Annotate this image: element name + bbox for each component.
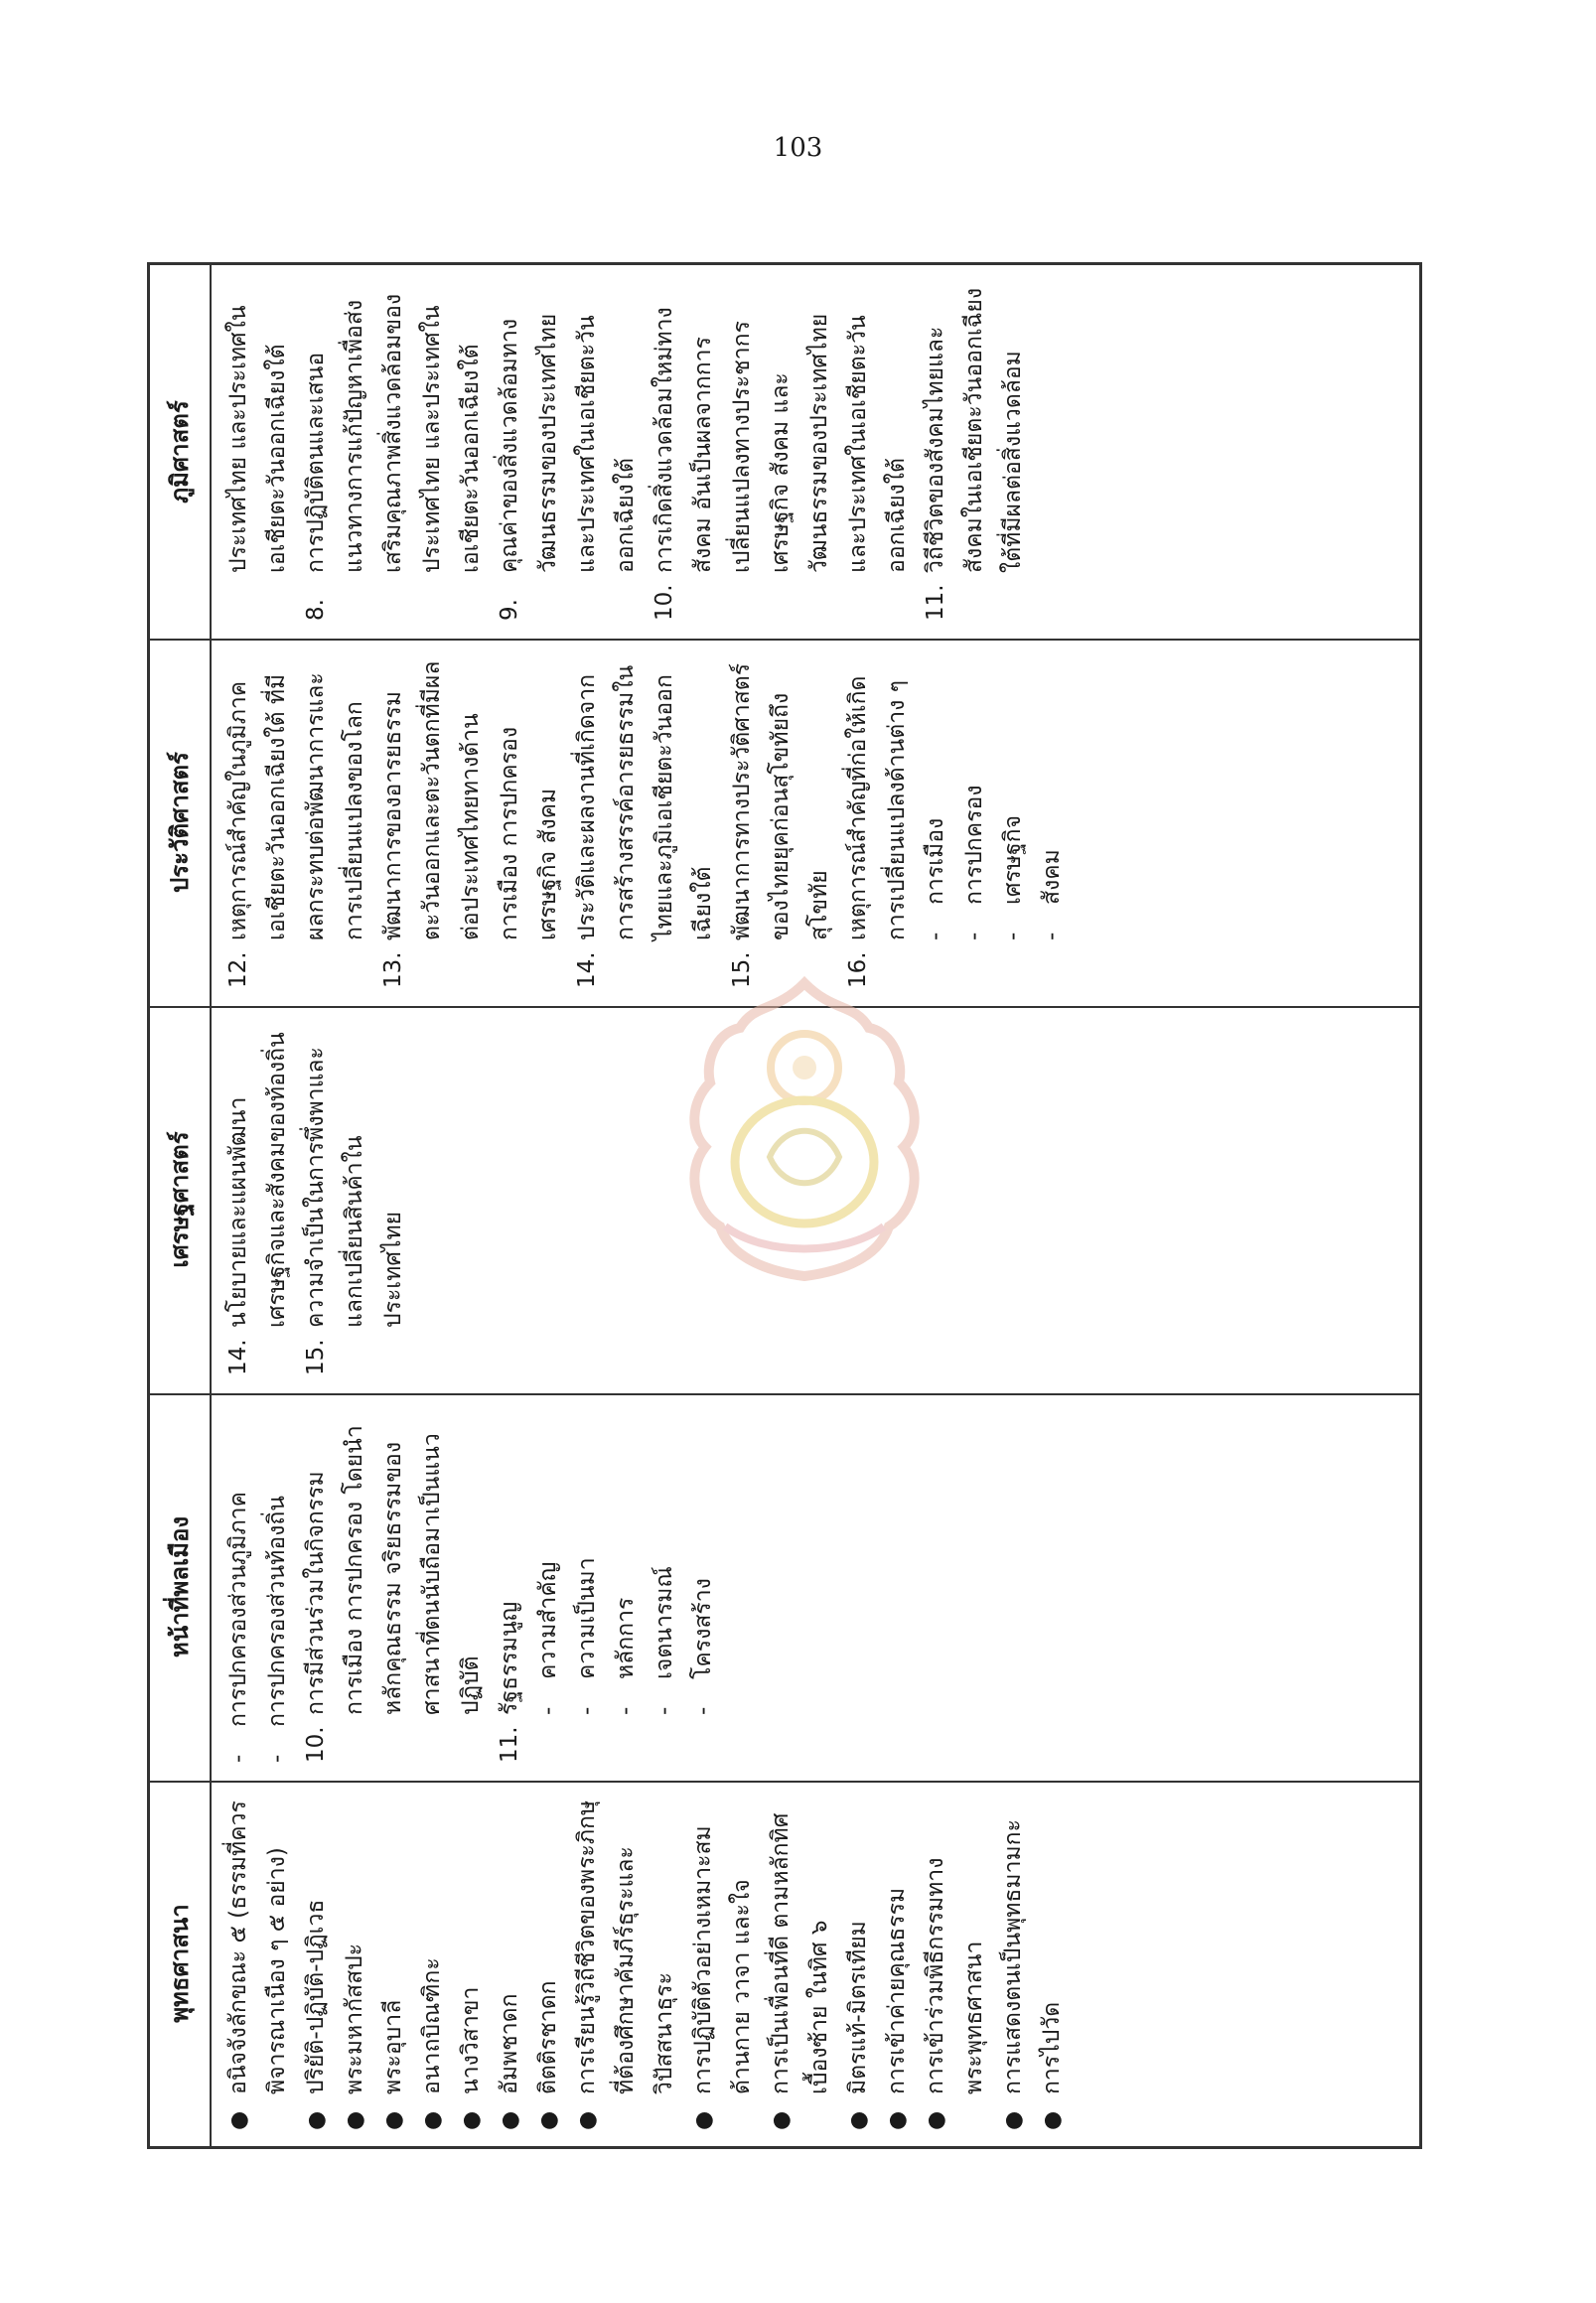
list-item: - การปกครอง — [961, 785, 987, 940]
list-item: - การปกครองส่วนภูมิภาค — [225, 1492, 251, 1763]
list-item: 11. รัฐธรรมนูญ — [497, 1601, 522, 1763]
civics-list — [219, 1409, 723, 1763]
header-economics: เศรษฐศาสตร์ — [166, 1131, 194, 1268]
list-item: ● อนาถบิณฑิกะ — [419, 1957, 445, 2130]
list-item: ● นางวิสาขา — [458, 1986, 484, 2130]
list-item: - ความเป็นมา — [574, 1557, 600, 1715]
header-civics: หน้าที่พลเมือง — [166, 1515, 194, 1658]
list-item: - เจตนารมณ์ — [652, 1566, 677, 1715]
list-item: 15. ความจำเป็นในการพึ่งพาและแลกเปลี่ยนสินค้าในประเทศไทย — [303, 1047, 406, 1375]
emblem-watermark — [655, 973, 953, 1291]
list-item: ● การเข้าค่ายคุณธรรม — [884, 1887, 910, 2130]
list-item: 16. เหตุการณ์สำคัญที่ก่อให้เกิดการเปลี่ยนแปลงด้านต่าง ๆ — [845, 675, 910, 988]
list-item: ● การแสดงตนเป็นพุทธมามกะ — [1000, 1819, 1026, 2130]
buddhism-list — [219, 1797, 1072, 2130]
list-item: ● มิตรแท้-มิตรเทียม — [845, 1921, 871, 2130]
list-item: 14. ประวัติและผลงานที่เกิดจากการสร้างสรรค์อารยธรรมในไทยและภูมิเอเชียตะวันออกเฉียงใต้ — [574, 664, 716, 988]
page-number: 103 — [773, 133, 823, 163]
list-item: ● การไปวัด — [1039, 2001, 1065, 2130]
list-item: - การปกครองส่วนท้องถิ่น — [264, 1495, 290, 1763]
list-item: ● การเรียนรู้วิถีชีวิตของพระภิกษุที่ต้องศึกษาคัมภีร์ธุระและวิปัสสนาธุระ — [574, 1799, 677, 2130]
list-item: 12. เหตุการณ์สำคัญในภูมิภาคเอเชียตะวันออกเฉียงใต้ ที่มีผลกระทบต่อพัฒนาการและการเปลี่ยนแปลงของโลก — [225, 672, 367, 988]
list-item: 14. นโยบายและแผนพัฒนาเศรษฐกิจและสังคมของท้องถิ่น — [225, 1032, 290, 1375]
list-item: - การเมือง — [923, 817, 948, 940]
list-item: 10. การมีส่วนร่วมในกิจกรรมการเมือง การปกครอง โดยนำหลักคุณธรรม จริยธรรมของศาสนาที่ตนนับถือมาเป็นแนวปฏิบัติ — [303, 1425, 484, 1763]
list-item: - โครงสร้าง — [690, 1578, 716, 1715]
geography-list — [297, 283, 1033, 621]
list-item: - เศรษฐกิจ — [1000, 814, 1026, 940]
list-item: ● การเป็นเพื่อนที่ดี ตามหลักทิศเบื้องซ้าย ในทิศ ๖ — [768, 1812, 832, 2130]
header-buddhism: พุทธศาสนา — [166, 1904, 194, 2023]
cell-buddhism — [212, 1781, 1421, 2146]
list-item: 15. พัฒนาการทางประวัติศาสตร์ของไทยยุคก่อนสุโขทัยถึงสุโขทัย — [729, 662, 832, 988]
geography-lead: ประเทศไทย และประเทศในเอเชียตะวันออกเฉียงใต้ — [225, 305, 290, 573]
list-item: 13. พัฒนาการของอารยธรรมตะวันออกและตะวันตกที่มีผลต่อประเทศไทยทางด้านการเมือง การปกครอง เศรษฐกิจ สังคม — [380, 660, 561, 988]
list-item: ● ติตติรชาดก — [535, 1980, 561, 2130]
history-list — [219, 654, 1072, 988]
list-item: ● พระมหากัสสปะ — [342, 1943, 367, 2130]
list-item: ● พระอุบาลี — [380, 1999, 406, 2130]
list-item: 11. วิถีชีวิตของสังคมไทยและสังคมในเอเชียตะวันออกเฉียงใต้ที่มีผลต่อสิ่งแวดล้อม — [923, 287, 1026, 621]
list-item: ● การเข้าร่วมพิธีกรรมทางพระพุทธศาสนา — [923, 1857, 987, 2130]
header-geography: ภูมิศาสตร์ — [166, 400, 194, 504]
list-item: ● ปริยัติ-ปฏิบัติ-ปฏิเวธ — [303, 1899, 329, 2130]
list-item: 9. คุณค่าของสิ่งแวดล้อมทางวัฒนธรรมของประเทศไทยและประเทศในเอเชียตะวันออกเฉียงใต้ — [497, 313, 639, 621]
list-item: ● อนิจจังลักขณะ ๕ (ธรรมที่ควรพิจารณาเนือง ๆ ๕ อย่าง) — [225, 1800, 290, 2130]
cell-civics — [212, 1393, 1421, 1779]
economics-list — [219, 1022, 413, 1375]
list-item: 8. การปฏิบัติตนและเสนอแนวทางการแก้ปัญหาเพื่อส่งเสริมคุณภาพสิ่งแวดล้อมของประเทศไทย และประเทศในเอเชียตะวันออกเฉียงใต้ — [303, 293, 484, 621]
list-item: - สังคม — [1039, 849, 1065, 940]
list-item: - ความสำคัญ — [535, 1561, 561, 1715]
list-item: 10. การเกิดสิ่งแวดล้อมใหม่ทางสังคม อันเป็นผลจากการเปลี่ยนแปลงทางประชากร เศรษฐกิจ สังคม และวัฒนธรรมของประเทศไทยและประเทศในเอเชียตะวันออกเฉียงใต้ — [652, 307, 910, 621]
header-history: ประวัติศาสตร์ — [166, 752, 194, 893]
cell-geography — [212, 267, 1421, 637]
list-item: ● อัมพชาดก — [497, 1993, 522, 2130]
list-item: ● การปฏิบัติตัวอย่างเหมาะสมด้านกาย วาจา และใจ — [690, 1825, 755, 2130]
cell-history — [212, 639, 1421, 1004]
list-item: - หลักการ — [613, 1597, 639, 1715]
